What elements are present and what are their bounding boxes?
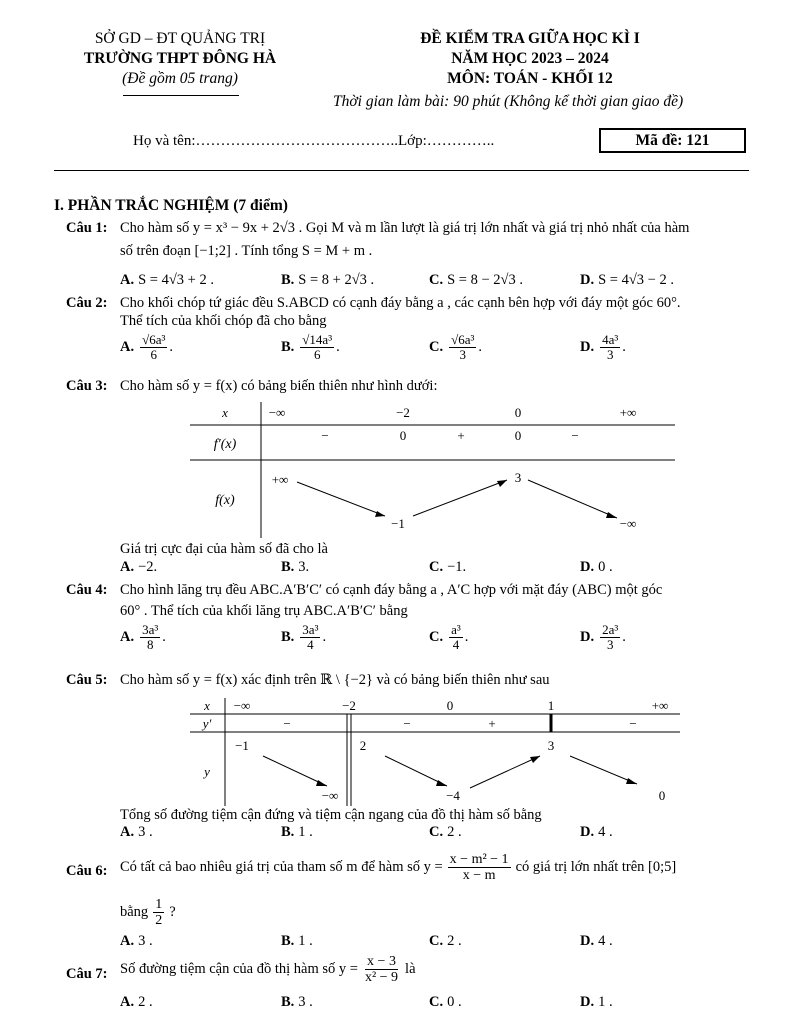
q7-fraction: $\frac{x - 3}{\text{x² − 9}}$	[364, 954, 399, 986]
q6-option-b[interactable]: B. 1 .	[281, 933, 313, 949]
q1-option-d[interactable]: D. S = 4√3 − 2 .	[580, 272, 674, 288]
q5-variation-table	[185, 696, 685, 808]
q5-option-c[interactable]: C. 2 .	[429, 824, 462, 840]
q2-option-d[interactable]: D. $\frac{\text{4a³}}{3}$ .	[580, 332, 626, 363]
q5-arrow-down	[263, 756, 327, 786]
q3-sign: −	[321, 428, 329, 443]
q3-x-label: x	[222, 405, 228, 420]
q5-y-val: 0	[658, 788, 666, 803]
q7-option-d[interactable]: D. 1 .	[580, 994, 613, 1010]
q5-y-val: 3	[547, 738, 555, 753]
q6-option-a[interactable]: A. 3 .	[120, 933, 153, 949]
q4-text-line1: Cho hình lăng trụ đều ABC.A′B′C′ có cạnh đáy bằng a , A′C hợp với mặt đáy (ABC) một góc	[120, 582, 663, 598]
q3-f-val: 3	[514, 470, 522, 485]
q4-text-line2: 60° . Thể tích của khối lăng trụ ABC.A′B′C′ bằng	[120, 603, 408, 619]
q3-sign: 0	[399, 428, 407, 443]
q5-sign: −	[629, 716, 637, 731]
q5-y-val: −4	[446, 788, 460, 803]
section-title: I. PHẦN TRẮC NGHIỆM (7 điểm)	[54, 197, 288, 214]
q6-half: $\frac{1}{2}$	[155, 897, 163, 929]
q1-option-b[interactable]: B. S = 8 + 2√3 .	[281, 272, 375, 288]
q5-y-val: −∞	[321, 788, 339, 803]
q5-text-line1: Cho hàm số y = f(x) xác định trên ℝ \ {−2} và có bảng biến thiên như sau	[120, 672, 550, 688]
q5-x-val: 1	[547, 698, 555, 713]
q6-option-c[interactable]: C. 2 .	[429, 933, 462, 949]
q4-option-b[interactable]: B. $\frac{\text{3a³}}{4}$ .	[281, 622, 327, 653]
q6-text-line2: bằng $\frac{1}{2}$ ?	[120, 897, 176, 929]
q2-option-a[interactable]: A. $\frac{\text{√6a³}}{6}$ .	[120, 332, 174, 363]
q3-f-val: −∞	[619, 516, 637, 531]
q4-option-c[interactable]: C. $\frac{\text{a³}}{4}$ .	[429, 622, 469, 653]
q3-arrow-down	[528, 480, 617, 518]
q4-option-a[interactable]: A. $\frac{\text{3a³}}{8}$ .	[120, 622, 166, 653]
header-rule	[54, 170, 749, 171]
q3-arrow-down	[297, 482, 385, 516]
q5-option-a[interactable]: A. 3 .	[120, 824, 153, 840]
q4-label: Câu 4:	[66, 582, 108, 598]
q1-option-c[interactable]: C. S = 8 − 2√3 .	[429, 272, 523, 288]
q6-label: Câu 6:	[66, 863, 108, 879]
q3-variation-table	[185, 400, 680, 540]
school-name: TRƯỜNG THPT ĐÔNG HÀ	[83, 50, 277, 67]
q3-f-val: −1	[391, 516, 405, 531]
q3-sign: +	[457, 428, 465, 443]
q5-option-b[interactable]: B. 1 .	[281, 824, 313, 840]
q5-sign: +	[488, 716, 496, 731]
q3-option-c[interactable]: C. −1.	[429, 559, 467, 575]
q3-x-val: +∞	[619, 405, 637, 420]
exam-code: Mã đề: 121	[635, 131, 710, 149]
q5-sign: −	[403, 716, 411, 731]
q3-sign: 0	[514, 428, 522, 443]
q3-x-val: −∞	[268, 405, 286, 420]
q5-yprime-label: y′	[202, 716, 212, 731]
q5-x-val: +∞	[651, 698, 669, 713]
q2-text-line2: Thể tích của khối chóp đã cho bằng	[120, 313, 327, 329]
q5-x-val: −∞	[233, 698, 251, 713]
q4-option-d[interactable]: D. $\frac{\text{2a³}}{3}$ .	[580, 622, 626, 653]
q6-text-line1: Có tất cả bao nhiêu giá trị của tham số m để hàm số y = $\frac{\text{x − m² − 1}}{x - m}$ có giá trị lớn nhất trên [0;5]	[120, 852, 677, 884]
q5-arrow-up	[470, 756, 540, 788]
q3-x-val: 0	[514, 405, 522, 420]
q1-option-a[interactable]: A. S = 4√3 + 2 .	[120, 272, 214, 288]
q3-text-line2: Giá trị cực đại của hàm số đã cho là	[120, 541, 328, 557]
q5-option-d[interactable]: D. 4 .	[580, 824, 613, 840]
q5-label: Câu 5:	[66, 672, 108, 688]
q3-fprime-label: f′(x)	[213, 437, 237, 452]
header-divider	[123, 95, 239, 96]
q3-f-val: +∞	[271, 472, 289, 487]
q3-label: Câu 3:	[66, 378, 108, 394]
q3-option-a[interactable]: A. −2.	[120, 559, 158, 575]
department-name: SỞ GD – ĐT QUẢNG TRỊ	[94, 30, 266, 47]
q5-arrow-down	[570, 756, 637, 784]
q5-y-val: −1	[235, 738, 249, 753]
q7-option-a[interactable]: A. 2 .	[120, 994, 153, 1010]
q6-option-d[interactable]: D. 4 .	[580, 933, 613, 949]
q7-option-c[interactable]: C. 0 .	[429, 994, 462, 1010]
q2-option-c[interactable]: C. $\frac{\text{√6a³}}{3}$ .	[429, 332, 483, 363]
exam-title: ĐỀ KIỂM TRA GIỮA HỌC KÌ I	[420, 30, 640, 47]
school-year: NĂM HỌC 2023 – 2024	[451, 50, 609, 67]
q1-label: Câu 1:	[66, 220, 108, 236]
q3-option-b[interactable]: B. 3.	[281, 559, 310, 575]
q2-option-b[interactable]: B. $\frac{\text{√14a³}}{6}$ .	[281, 332, 340, 363]
exam-time: Thời gian làm bài: 90 phút (Không kể thời gian giao đề)	[333, 93, 684, 110]
q3-f-label: f(x)	[215, 493, 235, 508]
q5-text-line2: Tổng số đường tiệm cận đứng và tiệm cận ngang của đồ thị hàm số bằng	[120, 807, 542, 823]
q3-x-val: −2	[396, 405, 410, 420]
exam-code-box	[599, 128, 746, 153]
q3-sign: −	[571, 428, 579, 443]
q1-text-line1: Cho hàm số y = x³ − 9x + 2√3 . Gọi M và m lần lượt là giá trị lớn nhất và giá trị nhỏ nhất của hàm	[120, 220, 690, 236]
q5-x-label: x	[204, 698, 210, 713]
q2-label: Câu 2:	[66, 295, 108, 311]
q3-option-d[interactable]: D. 0 .	[580, 559, 613, 575]
q5-x-val: 0	[446, 698, 454, 713]
q3-text-line1: Cho hàm số y = f(x) có bảng biến thiên như hình dưới:	[120, 378, 438, 394]
page-count: (Đề gồm 05 trang)	[122, 70, 238, 87]
q5-x-val: −2	[342, 698, 356, 713]
subject: MÔN: TOÁN - KHỐI 12	[447, 70, 613, 87]
q5-sign: −	[283, 716, 291, 731]
q3-arrow-up	[413, 480, 507, 516]
q5-y-val: 2	[359, 738, 367, 753]
q7-text-line1: Số đường tiệm cận của đồ thị hàm số y = $\frac{x - 3}{\text{x² − 9}}$ là	[120, 954, 416, 986]
q1-text-line2: số trên đoạn [−1;2] . Tính tổng S = M + m .	[120, 243, 373, 259]
q7-option-b[interactable]: B. 3 .	[281, 994, 313, 1010]
q5-y-label: y	[204, 764, 210, 779]
q7-label: Câu 7:	[66, 966, 108, 982]
q2-text-line1: Cho khối chóp tứ giác đều S.ABCD có cạnh đáy bằng a , các cạnh bên hợp với đáy một góc 60°.	[120, 295, 681, 311]
student-name-line: Họ và tên:…………………………………..Lớp:…………..	[133, 133, 495, 149]
q6-fraction: $\frac{\text{x − m² − 1}}{x - m}$	[449, 852, 509, 884]
